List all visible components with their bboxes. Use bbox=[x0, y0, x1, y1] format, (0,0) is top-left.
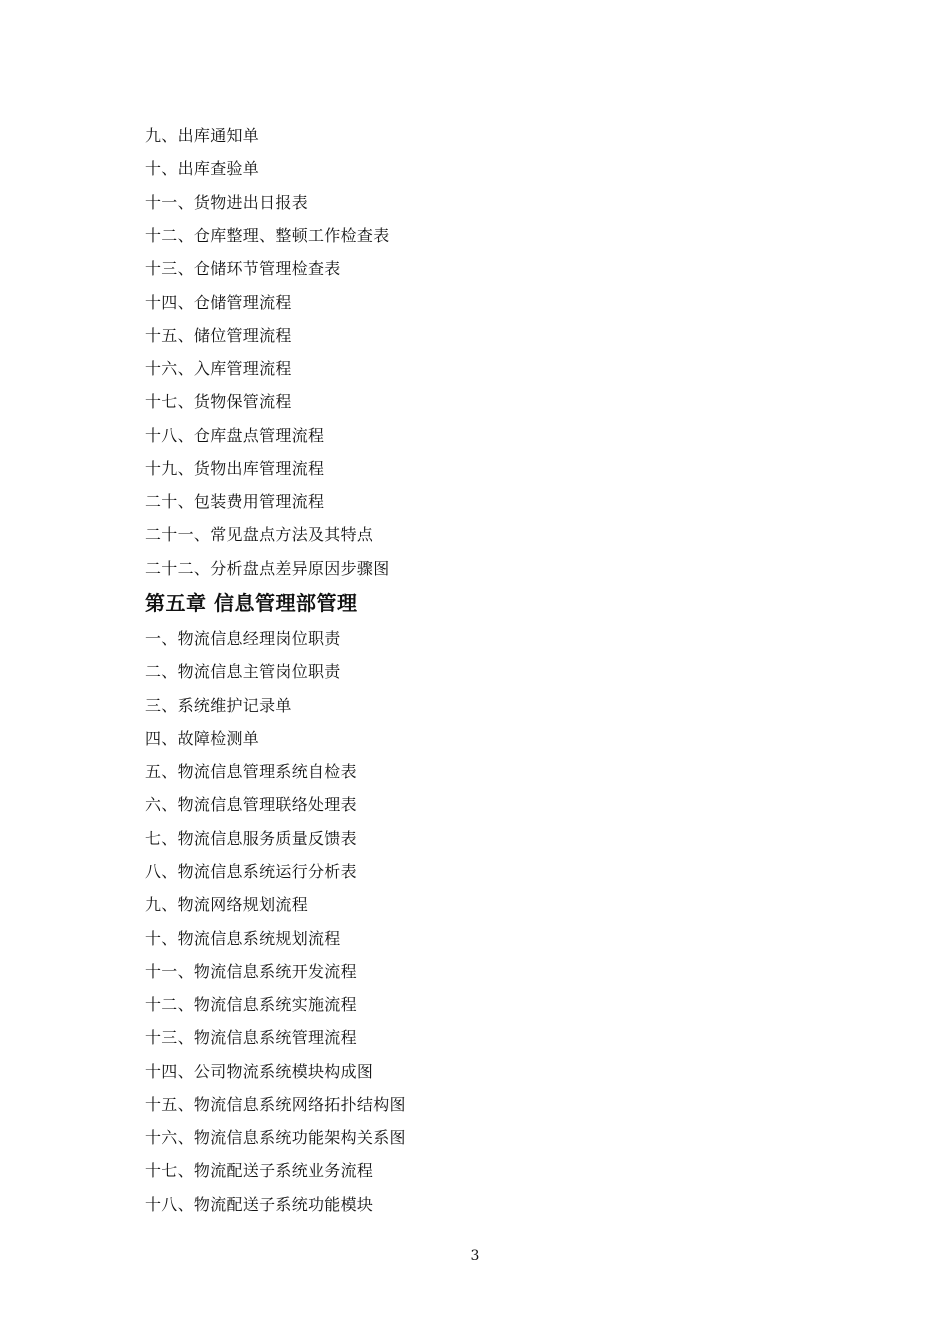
toc-item: 十二、物流信息系统实施流程 bbox=[145, 995, 357, 1014]
page-number: 3 bbox=[470, 1248, 480, 1264]
toc-item: 十一、货物进出日报表 bbox=[145, 193, 309, 212]
chapter-heading: 第五章 信息管理部管理 bbox=[145, 591, 358, 615]
toc-item: 十、出库查验单 bbox=[145, 159, 260, 178]
toc-item: 十二、仓库整理、整顿工作检查表 bbox=[145, 226, 390, 245]
toc-item: 二十二、分析盘点差异原因步骤图 bbox=[145, 559, 390, 578]
toc-item: 十一、物流信息系统开发流程 bbox=[145, 962, 357, 981]
toc-item: 十六、物流信息系统功能架构关系图 bbox=[145, 1128, 406, 1147]
toc-item: 十八、物流配送子系统功能模块 bbox=[145, 1195, 374, 1214]
toc-item: 九、出库通知单 bbox=[145, 126, 260, 145]
toc-item: 五、物流信息管理系统自检表 bbox=[145, 762, 357, 781]
toc-item: 十九、货物出库管理流程 bbox=[145, 459, 325, 478]
toc-item: 七、物流信息服务质量反馈表 bbox=[145, 829, 357, 848]
toc-item: 十、物流信息系统规划流程 bbox=[145, 929, 341, 948]
toc-item: 十五、物流信息系统网络拓扑结构图 bbox=[145, 1095, 406, 1114]
toc-item: 八、物流信息系统运行分析表 bbox=[145, 862, 357, 881]
toc-item: 十七、货物保管流程 bbox=[145, 392, 292, 411]
toc-item: 十六、入库管理流程 bbox=[145, 359, 292, 378]
toc-item: 十五、储位管理流程 bbox=[145, 326, 292, 345]
toc-item: 三、系统维护记录单 bbox=[145, 696, 292, 715]
toc-item: 十八、仓库盘点管理流程 bbox=[145, 426, 325, 445]
toc-item: 十四、公司物流系统模块构成图 bbox=[145, 1062, 374, 1081]
toc-item: 四、故障检测单 bbox=[145, 729, 260, 748]
toc-item: 十七、物流配送子系统业务流程 bbox=[145, 1161, 374, 1180]
toc-item: 九、物流网络规划流程 bbox=[145, 895, 309, 914]
toc-item: 二十、包装费用管理流程 bbox=[145, 492, 325, 511]
toc-item: 二、物流信息主管岗位职责 bbox=[145, 662, 341, 681]
toc-item: 二十一、常见盘点方法及其特点 bbox=[145, 525, 374, 544]
toc-item: 六、物流信息管理联络处理表 bbox=[145, 795, 357, 814]
toc-item: 十三、仓储环节管理检查表 bbox=[145, 259, 341, 278]
toc-item: 一、物流信息经理岗位职责 bbox=[145, 629, 341, 648]
toc-item: 十四、仓储管理流程 bbox=[145, 293, 292, 312]
toc-item: 十三、物流信息系统管理流程 bbox=[145, 1028, 357, 1047]
